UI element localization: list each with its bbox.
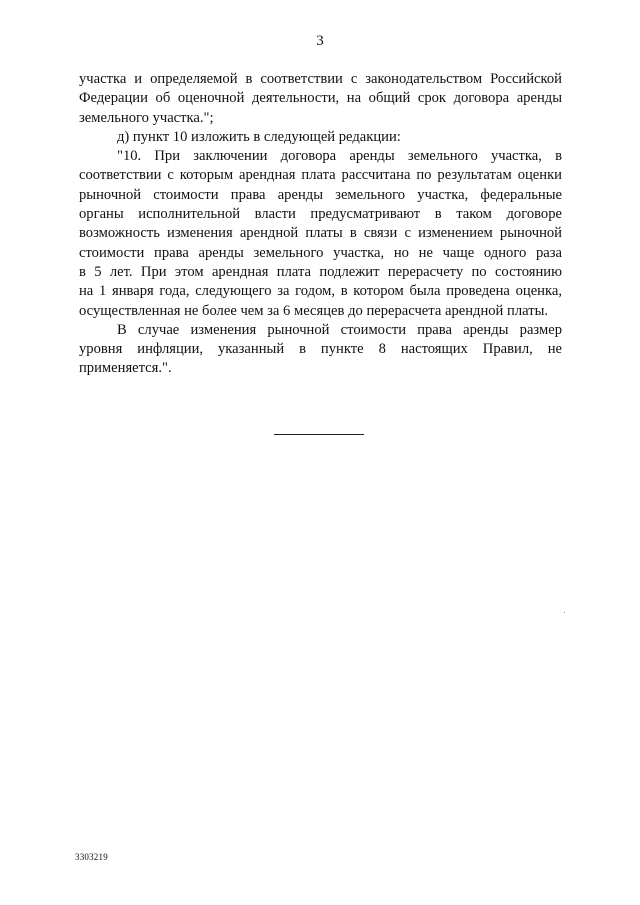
text-line: рыночной стоимости права аренды земельного участка, федеральные bbox=[79, 186, 562, 203]
text-line: стоимости права аренды земельного участка, но не чаще одного раза bbox=[79, 244, 562, 261]
document-body bbox=[79, 70, 562, 379]
text-line: осуществленная не более чем за 6 месяцев до перерасчета арендной платы. bbox=[79, 302, 549, 319]
text-line: "10. При заключении договора аренды земельного участка, в bbox=[117, 148, 562, 165]
text-line: применяется.". bbox=[79, 360, 172, 377]
text-line: возможность изменения арендной платы в связи с изменением рыночной bbox=[79, 225, 562, 242]
text-line: д) пункт 10 изложить в следующей редакции: bbox=[117, 128, 401, 145]
text-line: Федерации об оценочной деятельности, на общий срок договора аренды bbox=[79, 90, 562, 107]
text-line: в 5 лет. При этом арендная плата подлежит перерасчету по состоянию bbox=[79, 263, 562, 280]
text-line: на 1 января года, следующего за годом, в котором была проведена оценка, bbox=[79, 283, 562, 300]
text-line: земельного участка."; bbox=[79, 109, 214, 126]
scan-speck bbox=[564, 612, 565, 613]
text-line: участка и определяемой в соответствии с законодательством Российской bbox=[79, 71, 562, 87]
text-line: органы исполнительной власти предусматривают в таком договоре bbox=[79, 206, 562, 223]
end-divider bbox=[274, 434, 364, 435]
text-line: В случае изменения рыночной стоимости права аренды размер bbox=[117, 321, 562, 338]
text-line: уровня инфляции, указанный в пункте 8 настоящих Правил, не bbox=[79, 341, 562, 358]
text-line: соответствии с которым арендная плата рассчитана по результатам оценки bbox=[79, 167, 562, 184]
page-number: 3 bbox=[316, 33, 324, 49]
footer-code: 3303219 bbox=[75, 852, 108, 862]
